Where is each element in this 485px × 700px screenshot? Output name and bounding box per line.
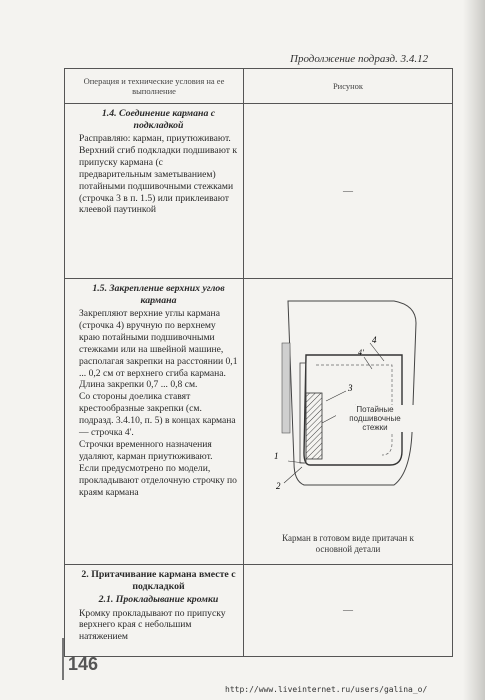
page-number: 146 (68, 654, 99, 674)
section-title: 1.4. Соединение кармана с подкладкой (101, 108, 216, 131)
paragraph: Расправляю: карман, приутюживают. (79, 133, 231, 144)
label-3: 3 (348, 383, 353, 393)
paragraph: Строчки временного назначения удаляют, карман приутюживают. (79, 438, 213, 462)
operation-cell (65, 279, 244, 565)
operations-table (64, 68, 453, 657)
label-1: 1 (274, 451, 279, 461)
label-2: 2 (276, 481, 281, 491)
lining-hatch (306, 393, 322, 459)
watermark-url: http://www.liveinternet.ru/users/galina_o/ (225, 685, 428, 694)
col-header-figure: Рисунок (244, 69, 453, 104)
leader-line (326, 391, 346, 401)
table-header-row (65, 69, 453, 104)
leader-line (284, 467, 302, 483)
figure-cell (244, 104, 453, 279)
paragraph: Если предусмотрено по модели, прокладывают отделочную строчку по краям кармана (79, 462, 237, 498)
paragraph: Со стороны доелика ставят крестообразные закрепки (см. подразд. 3.4.10, п. 5) в концах кармана — строчка 4'. (79, 391, 236, 439)
edge-band (282, 343, 290, 433)
no-figure-dash: — (343, 185, 353, 197)
table-row (65, 104, 453, 279)
page-edge-shadow (463, 0, 485, 700)
no-figure-dash: — (343, 605, 353, 616)
operation-cell (65, 104, 244, 279)
leader-line (364, 357, 372, 369)
label-4: 4 (372, 335, 377, 345)
section-title: 1.5. Закрепление верхних углов кармана (92, 283, 225, 306)
leader-line (288, 461, 304, 463)
paragraph: Кромку прокладывают по припуску верхнего края с небольшим натяжением (79, 607, 226, 643)
subsection-title: 2.1. Прокладывание кромки (98, 594, 219, 605)
paragraph: Верхний сгиб подкладки подшивают к припуску кармана (с предварительным заметыванием) потайными подшивочными стежками (строчка 3 в п. 1.5) или приклеивают клеевой паутинкой (79, 144, 237, 216)
table-row (65, 565, 453, 657)
continuation-header: Продолжение подразд. 3.4.12 (290, 53, 429, 65)
label-4-prime: 4' (358, 348, 364, 357)
figure-caption: Карман в готовом виде притачан к основной детали (282, 533, 414, 554)
operation-cell (65, 565, 244, 657)
figure-cell (244, 279, 453, 565)
page-number-bar (62, 638, 64, 680)
table-row (65, 279, 453, 565)
paragraph: Закрепляют верхние углы кармана (строчка 4) вручную по верхнему краю потайными подшивочными стежками или на швейной машине, располагая закрепки на расстоянии 0,1 ... 0,2 см от верхнего сгиба кармана. Длина закрепки 0,7 ... 0,8 см. (79, 308, 238, 391)
col-header-operation: Операция и технические условия на ее выполнение (65, 69, 244, 104)
leader-line (370, 343, 384, 361)
section-title: 2. Притачивание кармана вместе с подкладкой (81, 569, 236, 592)
figure-cell (244, 565, 453, 657)
stitch-callout: Потайные подшивочные стежки (336, 405, 414, 432)
pocket-diagram (244, 283, 453, 533)
